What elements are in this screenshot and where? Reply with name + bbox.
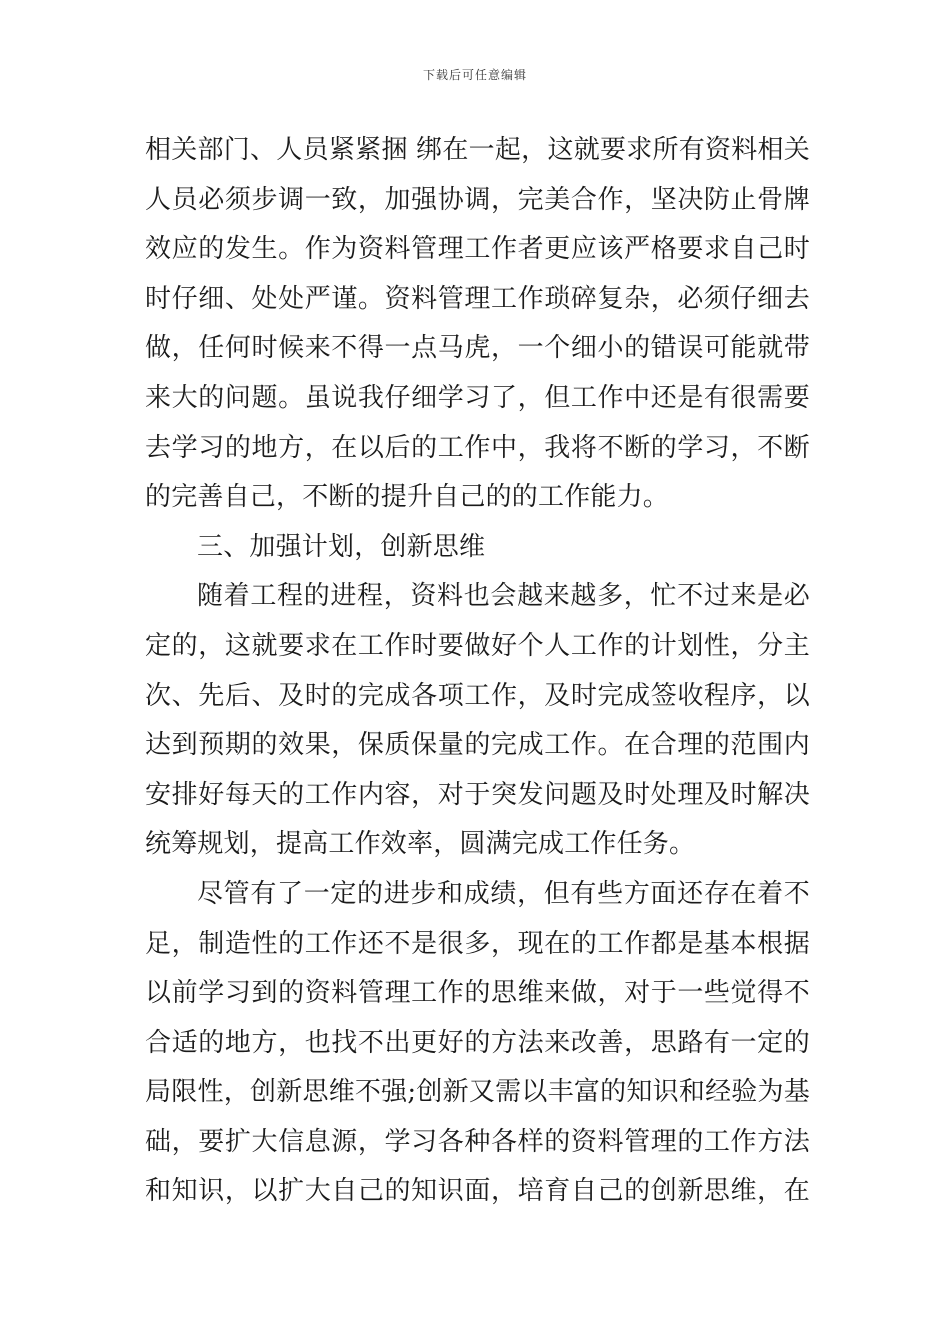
text-line: 合适的地方，也找不出更好的方法来改善，思路有一定的 xyxy=(145,1027,810,1058)
text-line: 局限性，创新思维不强;创新又需以丰富的知识和经验为基 xyxy=(145,1077,810,1108)
text-line: 人员必须步调一致，加强协调，完美合作，坚决防止骨牌 xyxy=(145,184,810,215)
page-header: 下载后可任意编辑 xyxy=(422,68,527,82)
text-line: 效应的发生。作为资料管理工作者更应该严格要求自己时 xyxy=(145,234,810,265)
text-line: 相关部门、人员紧紧捆 绑在一起，这就要求所有资料相关 xyxy=(145,135,810,165)
text-line: 尽管有了一定的进步和成绩，但有些方面还存在着不 xyxy=(197,878,810,909)
text-line: 础，要扩大信息源，学习各种各样的资料管理的工作方法 xyxy=(145,1126,810,1157)
text-line: 定的，这就要求在工作时要做好个人工作的计划性，分主 xyxy=(145,630,810,661)
text-line: 足，制造性的工作还不是很多，现在的工作都是基本根据 xyxy=(145,928,810,959)
text-line: 安排好每天的工作内容，对于突发问题及时处理及时解决 xyxy=(145,779,810,810)
text-line: 次、先后、及时的完成各项工作，及时完成签收程序，以 xyxy=(145,680,810,711)
text-line: 来大的问题。虽说我仔细学习了，但工作中还是有很需要 xyxy=(145,382,810,413)
text-line: 时仔细、处处严谨。资料管理工作琐碎复杂，必须仔细去 xyxy=(145,283,810,314)
text-line: 随着工程的进程，资料也会越来越多，忙不过来是必 xyxy=(197,581,810,612)
text-line: 去学习的地方，在以后的工作中，我将不断的学习，不断 xyxy=(145,432,810,463)
text-line: 做，任何时候来不得一点马虎，一个细小的错误可能就带 xyxy=(145,333,810,364)
document-body xyxy=(145,126,810,1217)
text-line: 以前学习到的资料管理工作的思维来做，对于一些觉得不 xyxy=(145,978,810,1009)
text-line: 的完善自己，不断的提升自己的的工作能力。 xyxy=(145,482,670,513)
text-line: 和知识，以扩大自己的知识面，培育自己的创新思维，在 xyxy=(145,1176,810,1207)
text-line: 达到预期的效果，保质保量的完成工作。在合理的范围内 xyxy=(145,730,810,761)
text-line: 三、加强计划，创新思维 xyxy=(197,531,486,562)
text-line: 统筹规划，提高工作效率，圆满完成工作任务。 xyxy=(145,829,696,860)
